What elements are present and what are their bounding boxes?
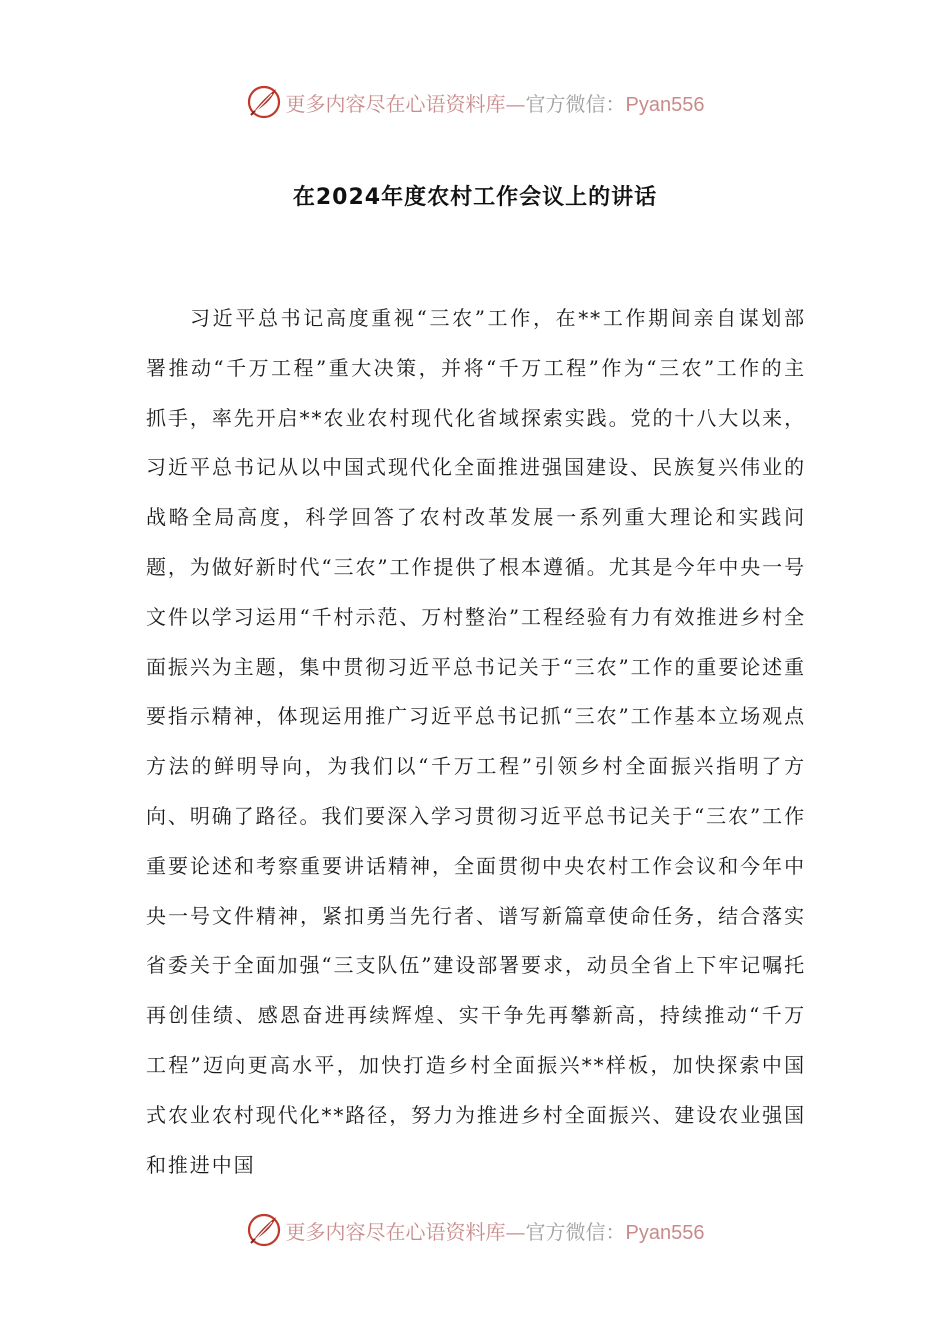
document-body-paragraph: 习近平总书记高度重视“三农”工作，在**工作期间亲自谋划部署推动“千万工程”重大决策，并将“千万工程”作为“三农”工作的主抓手，率先开启**农业农村现代化省域探索实践。党的十八大以来，习近平总书记从以中国式现代化全面推进强国建设、民族复兴伟业的战略全局高度，科学回答了农村改革发展一系列重大理论和实践问题，为做好新时代“三农”工作提供了根本遵循。尤其是今年中央一号文件以学习运用“千村示范、万村整治”工程经验有力有效推进乡村全面振兴为主题，集中贯彻习近平总书记关于“三农”工作的重要论述重要指示精神，体现运用推广习近平总书记抓“三农”工作基本立场观点方法的鲜明导向，为我们以“千万工程”引领乡村全面振兴指明了方向、明确了路径。我们要深入学习贯彻习近平总书记关于“三农”工作重要论述和考察重要讲话精神，全面贯彻中央农村工作会议和今年中央一号文件精神，紧扣勇当先行者、谱写新篇章使命任务，结合落实省委关于全面加强“三支队伍”建设部署要求，动员全省上下牢记嘱托再创佳绩、感恩奋进再续辉煌、实干争先再攀新高，持续推动“千万工程”迈向更高水平，加快打造乡村全面振兴**样板，加快探索中国式农业农村现代化**路径，努力为推进乡村全面振兴、建设农业强国和推进中国 (146, 306, 806, 1177)
document-title: 在2024年度农村工作会议上的讲话 (292, 185, 658, 210)
watermark-text (286, 1216, 705, 1245)
watermark-wechat-label: 官方微信： (525, 91, 626, 116)
watermark-wechat-id: Pyan556 (625, 1221, 705, 1244)
watermark-wechat-label: 官方微信： (525, 1219, 626, 1244)
header-watermark-banner (0, 80, 950, 124)
watermark-wechat-id: Pyan556 (625, 93, 705, 116)
quill-pen-logo-icon (246, 1212, 282, 1248)
watermark-main-text: 更多内容尽在心语资料库— (285, 1219, 526, 1244)
quill-pen-logo-icon (246, 84, 282, 120)
watermark-text (286, 88, 705, 117)
footer-watermark-banner (0, 1208, 950, 1252)
watermark-main-text: 更多内容尽在心语资料库— (285, 91, 526, 116)
